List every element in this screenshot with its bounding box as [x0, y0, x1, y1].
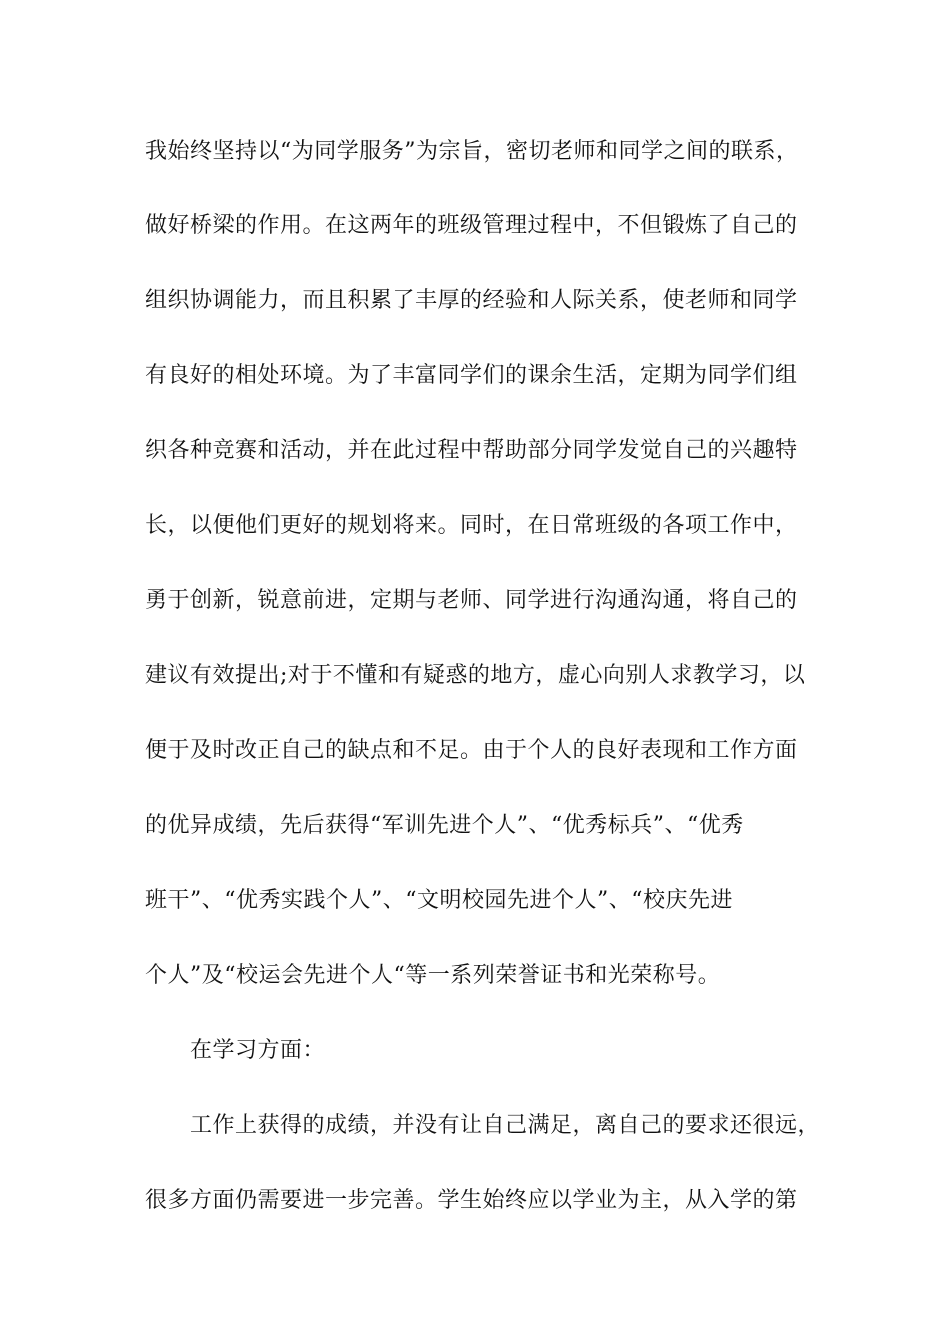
- paragraph-first-line: 工作上获得的成绩，并没有让自己满足，离自己的要求还很远，: [190, 1113, 821, 1138]
- body-text-line: 组织协调能力，而且积累了丰厚的经验和人际关系，使老师和同学: [145, 288, 798, 313]
- body-text-line: 个人”及“校运会先进个人“等一系列荣誉证书和光荣称号。: [145, 963, 721, 988]
- body-text-line: 的优异成绩，先后获得“军训先进个人”、“优秀标兵”、“优秀: [145, 813, 744, 838]
- body-text-line: 建议有效提出;对于不懂和有疑惑的地方，虚心向别人求教学习，以: [145, 663, 806, 688]
- body-text-line: 做好桥梁的作用。在这两年的班级管理过程中，不但锻炼了自己的: [145, 213, 798, 238]
- body-text-line: 我始终坚持以“为同学服务”为宗旨，密切老师和同学之间的联系，: [145, 139, 799, 164]
- body-text-line: 织各种竞赛和活动，并在此过程中帮助部分同学发觉自己的兴趣特: [145, 438, 798, 463]
- body-text-line: 长，以便他们更好的规划将来。同时，在日常班级的各项工作中，: [145, 513, 798, 538]
- body-text-line: 勇于创新，锐意前进，定期与老师、同学进行沟通沟通，将自己的: [145, 588, 798, 613]
- body-text-line: 便于及时改正自己的缺点和不足。由于个人的良好表现和工作方面: [145, 738, 798, 763]
- body-text-line: 很多方面仍需要进一步完善。学生始终应以学业为主，从入学的第: [145, 1188, 798, 1213]
- body-text-line: 有良好的相处环境。为了丰富同学们的课余生活，定期为同学们组: [145, 363, 798, 388]
- body-text-line: 班干”、“优秀实践个人”、“文明校园先进个人”、“校庆先进: [145, 888, 733, 913]
- section-heading: 在学习方面：: [190, 1038, 326, 1063]
